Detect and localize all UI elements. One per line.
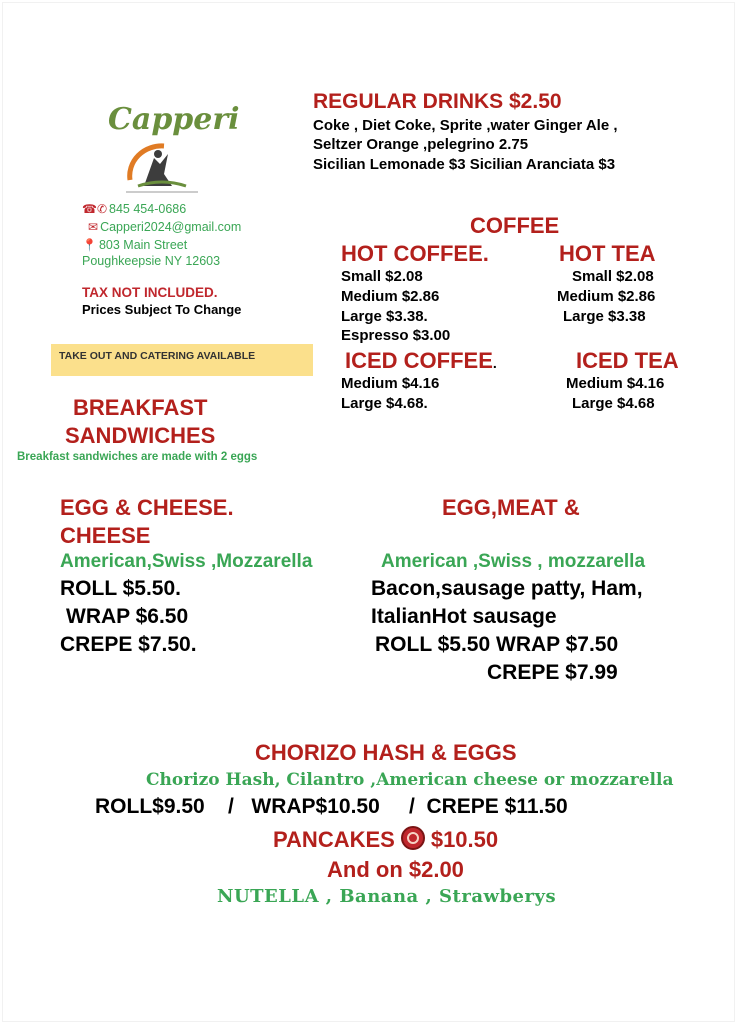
phone-icon: ☎✆ bbox=[82, 202, 108, 216]
hot-tea-small: Small $2.08 bbox=[572, 268, 654, 285]
drinks-line-1: Coke , Diet Coke, Sprite ,water Ginger Ale , bbox=[313, 117, 618, 134]
pancakes-price: $10.50 bbox=[430, 827, 499, 852]
catering-banner bbox=[51, 344, 313, 376]
envelope-icon: ✉ bbox=[88, 220, 99, 234]
egg-meat-title: EGG,MEAT & bbox=[442, 495, 580, 520]
iced-tea-medium: Medium $4.16 bbox=[566, 375, 665, 392]
contact-city: Poughkeepsie NY 12603 bbox=[82, 254, 221, 268]
logo-text: Capperi bbox=[108, 102, 240, 137]
hot-coffee-medium: Medium $2.86 bbox=[341, 288, 440, 305]
contact-address: 📍 803 Main Street bbox=[82, 238, 188, 252]
contact-email: ✉ Capperi2024@gmail.com bbox=[88, 220, 242, 234]
sandwiches-title: SANDWICHES bbox=[65, 423, 216, 448]
pancakes-line bbox=[273, 826, 498, 853]
pancake-emoji-icon bbox=[401, 826, 425, 850]
coffee-title: COFFEE bbox=[470, 213, 560, 238]
breakfast-title: BREAKFAST bbox=[73, 395, 208, 420]
iced-coffee-large: Large $4.68. bbox=[341, 395, 428, 412]
hot-coffee-title: HOT COFFEE. bbox=[341, 241, 489, 266]
egg-meat-meats-2: ItalianHot sausage bbox=[371, 605, 557, 628]
iced-tea-large: Large $4.68 bbox=[572, 395, 655, 412]
pancakes-title: PANCAKES bbox=[273, 827, 395, 852]
egg-cheese-title: EGG & CHEESE. bbox=[60, 495, 234, 520]
drinks-title: REGULAR DRINKS $2.50 bbox=[313, 90, 562, 113]
egg-cheese-roll: ROLL $5.50. bbox=[60, 577, 181, 600]
drinks-line-3: Sicilian Lemonade $3 Sicilian Aranciata $3 bbox=[313, 156, 616, 173]
egg-meat-roll-wrap: ROLL $5.50 WRAP $7.50 bbox=[375, 633, 619, 656]
egg-meat-crepe: CREPE $7.99 bbox=[487, 661, 618, 684]
pin-icon: 📍 bbox=[82, 238, 97, 252]
iced-coffee-medium: Medium $4.16 bbox=[341, 375, 440, 392]
chorizo-prices: ROLL$9.50 / WRAP$10.50 / CREPE $11.50 bbox=[95, 795, 568, 818]
egg-meat-cheeses: American ,Swiss , mozzarella bbox=[381, 551, 646, 572]
contact-phone: ☎✆ 845 454-0686 bbox=[82, 202, 187, 216]
egg-meat-meats-1: Bacon,sausage patty, Ham, bbox=[371, 577, 643, 600]
catering-banner-text: TAKE OUT AND CATERING AVAILABLE bbox=[59, 350, 256, 362]
hot-tea-medium: Medium $2.86 bbox=[557, 288, 656, 305]
price-note: Prices Subject To Change bbox=[82, 302, 242, 317]
egg-cheese-wrap: WRAP $6.50 bbox=[66, 605, 189, 628]
espresso: Espresso $3.00 bbox=[341, 327, 451, 344]
hot-coffee-small: Small $2.08 bbox=[341, 268, 423, 285]
iced-tea-title: ICED TEA bbox=[576, 348, 679, 373]
hot-tea-title: HOT TEA bbox=[559, 241, 656, 266]
drinks-line-2: Seltzer Orange ,pelegrino 2.75 bbox=[313, 136, 529, 153]
egg-cheese-crepe: CREPE $7.50. bbox=[60, 633, 197, 656]
pancakes-toppings: NUTELLA , Banana , Strawberys bbox=[217, 886, 557, 907]
iced-coffee-title: ICED COFFEE. bbox=[345, 348, 497, 373]
tax-note: TAX NOT INCLUDED. bbox=[82, 285, 218, 300]
hot-coffee-large: Large $3.38. bbox=[341, 308, 428, 325]
logo-figure-icon bbox=[124, 140, 200, 194]
egg-cheese-options: American,Swiss ,Mozzarella bbox=[60, 551, 313, 572]
hot-tea-large: Large $3.38 bbox=[563, 308, 646, 325]
breakfast-note: Breakfast sandwiches are made with 2 eggs bbox=[17, 451, 258, 463]
pancakes-addon: And on $2.00 bbox=[327, 857, 464, 882]
chorizo-title: CHORIZO HASH & EGGS bbox=[255, 740, 517, 765]
egg-cheese-subtitle: CHEESE bbox=[60, 523, 151, 548]
chorizo-desc: Chorizo Hash, Cilantro ,American cheese or mozzarella bbox=[146, 770, 674, 790]
